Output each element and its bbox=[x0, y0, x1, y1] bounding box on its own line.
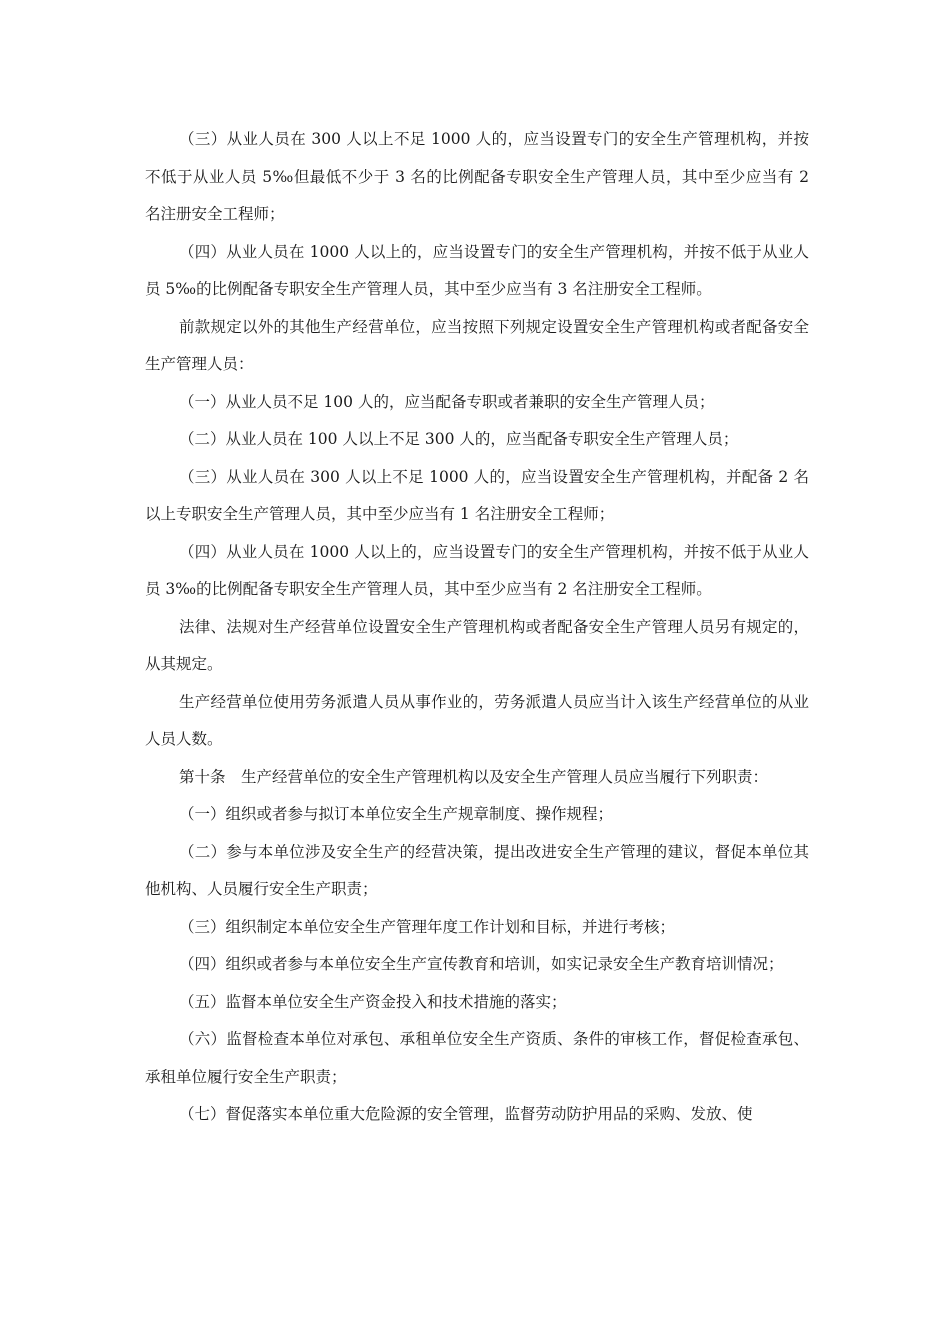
paragraph-duty-6: （六）监督检查本单位对承包、承租单位安全生产资质、条件的审核工作，督促检查承包、承租单位履行安全生产职责； bbox=[145, 1030, 809, 1086]
paragraph-article-10: 第十条 生产经营单位的安全生产管理机构以及安全生产管理人员应当履行下列职责： bbox=[179, 767, 769, 786]
paragraph-duty-4: （四）组织或者参与本单位安全生产宣传教育和培训，如实记录安全生产教育培训情况； bbox=[179, 955, 784, 973]
paragraph-other-item-1: （一）从业人员不足 100 人的，应当配备专职或者兼职的安全生产管理人员； bbox=[179, 392, 715, 411]
paragraph-duty-2: （二）参与本单位涉及安全生产的经营决策，提出改进安全生产管理的建议，督促本单位其他机构、人员履行安全生产职责； bbox=[145, 842, 809, 898]
paragraph-other-item-3: （三）从业人员在 300 人以上不足 1000 人的，应当设置安全生产管理机构，并配备 2 名以上专职安全生产管理人员，其中至少应当有 1 名注册安全工程师； bbox=[145, 467, 809, 523]
paragraph-duty-1: （一）组织或者参与拟订本单位安全生产规章制度、操作规程； bbox=[179, 805, 614, 823]
paragraph-other-units-intro: 前款规定以外的其他生产经营单位，应当按照下列规定设置安全生产管理机构或者配备安全生产管理人员： bbox=[145, 317, 809, 373]
paragraph-duty-7: （七）督促落实本单位重大危险源的安全管理，监督劳动防护用品的采购、发放、使 bbox=[179, 1105, 753, 1123]
paragraph-duty-3: （三）组织制定本单位安全生产管理年度工作计划和目标，并进行考核； bbox=[179, 917, 676, 936]
paragraph-laws-regulations: 法律、法规对生产经营单位设置安全生产管理机构或者配备安全生产管理人员另有规定的，从其规定。 bbox=[145, 617, 809, 673]
paragraph-item-3: （三）从业人员在 300 人以上不足 1000 人的，应当设置专门的安全生产管理机构，并按不低于从业人员 5‰但最低不少于 3 名的比例配备专职安全生产管理人员，其中至少应当有 2 名注册安全工程师； bbox=[145, 130, 809, 223]
paragraph-other-item-2: （二）从业人员在 100 人以上不足 300 人的，应当配备专职安全生产管理人员； bbox=[179, 430, 739, 448]
paragraph-other-item-4: （四）从业人员在 1000 人以上的，应当设置专门的安全生产管理机构，并按不低于从业人员 3‰的比例配备专职安全生产管理人员，其中至少应当有 2 名注册安全工程师。 bbox=[145, 542, 809, 598]
paragraph-dispatched-workers: 生产经营单位使用劳务派遣人员从事作业的，劳务派遣人员应当计入该生产经营单位的从业人员人数。 bbox=[145, 692, 809, 748]
paragraph-item-4: （四）从业人员在 1000 人以上的，应当设置专门的安全生产管理机构，并按不低于从业人员 5‰的比例配备专职安全生产管理人员，其中至少应当有 3 名注册安全工程师。 bbox=[145, 242, 809, 298]
document-body bbox=[145, 121, 809, 1134]
paragraph-duty-5: （五）监督本单位安全生产资金投入和技术措施的落实； bbox=[179, 992, 567, 1011]
